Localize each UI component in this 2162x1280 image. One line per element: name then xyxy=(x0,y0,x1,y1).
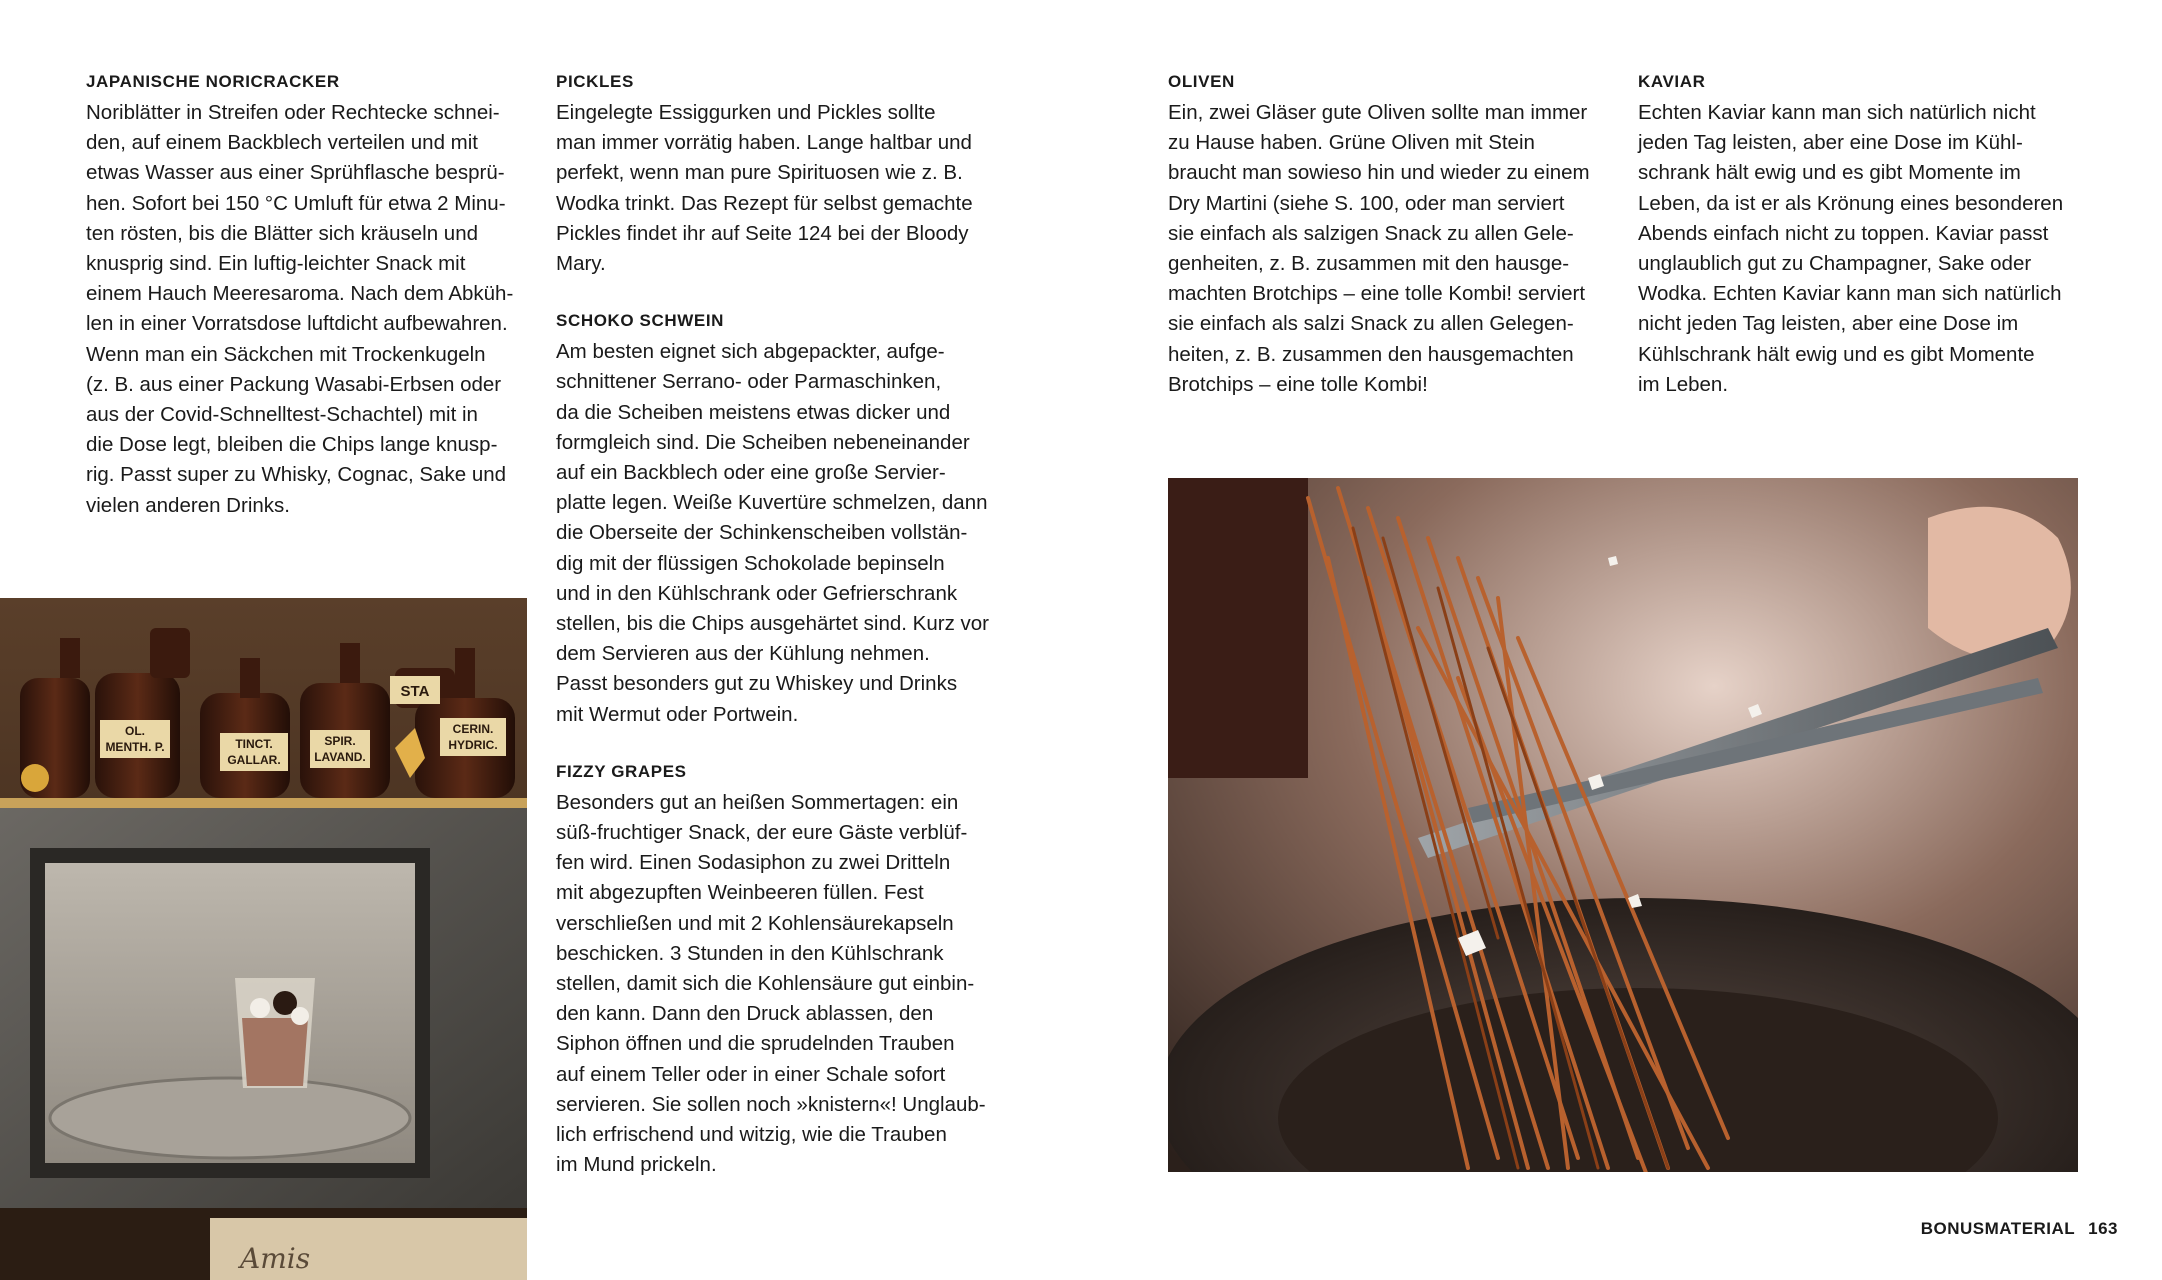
section-heading: OLIVEN xyxy=(1168,72,1235,91)
column-3 xyxy=(1168,70,1608,400)
bottle-label-2-line1: TINCT. xyxy=(235,737,273,751)
section-body: Noriblätter in Streifen oder Rechtecke schnei- den, auf einem Backblech verteilen und mit etwas Wasser aus einer Sprühflasche besprü- hen. Sofort bei 150 °C Umluft für etwa 2 Minu- ten rösten, bis die Blätter sich kräuseln und knusprig sind. Ein luftig-leichter Snack mit einem Hauch Meeresaroma. Nach dem Abküh- len in einer Vorratsdose luftdicht aufbewahren. Wenn man ein Säckchen mit Trockenkugeln (z. B. aus einer Packung Wasabi-Erbsen oder aus der Covid-Schnelltest-Schachtel) mit in die Dose legt, bleiben die Chips lange knusp- rig. Passt super zu Whisky, Cognac, Sake und vielen anderen Drinks. xyxy=(86,101,514,517)
bottle-label-1-line2: MENTH. P. xyxy=(105,740,165,754)
bottle-label-2-line2: GALLAR. xyxy=(227,753,281,767)
box-handwriting: Amis xyxy=(240,1242,311,1275)
bottle-label-4-line2: HYDRIC. xyxy=(448,738,498,752)
section-fizzy-grapes xyxy=(556,760,996,1181)
section-body: Besonders gut an heißen Sommertagen: ein süß-fruchtiger Snack, der eure Gäste verblüf- fen wird. Einen Sodasiphon zu zwei Dritteln mit abgezupften Weinbeeren füllen. Fest verschließen und mit 2 Kohlensäurekapseln beschicken. 3 Stunden in den Kühlschrank stellen, damit sich die Kohlensäure gut einbin- den kann. Dann den Druck ablassen, den Siphon öffnen und die sprudelnden Trauben auf einem Teller oder in einer Schale sofort servieren. Sie sollen noch »knistern«! Unglaub- lich erfrischend und witzig, wie die Trauben im Mund prickeln. xyxy=(556,790,986,1177)
bottle-label-top: STA xyxy=(400,683,430,700)
photo-apothecary-illustration xyxy=(0,598,527,1280)
photo-apothecary-microwave xyxy=(0,598,527,1280)
section-japanische-noricracker xyxy=(86,70,526,521)
section-body: Echten Kaviar kann man sich natürlich nicht jeden Tag leisten, aber eine Dose im Kühl- schrank hält ewig und es gibt Momente im Leben, da ist er als Krönung eines besonderen Abends einfach nicht zu toppen. Kaviar passt unglaublich gut zu Champagner, Sake oder Wodka. Echten Kaviar kann man sich natürlich nicht jeden Tag leisten, aber eine Dose im Kühlschrank hält ewig und es gibt Momente im Leben. xyxy=(1638,101,2064,396)
section-kaviar xyxy=(1638,70,2078,400)
section-heading: KAVIAR xyxy=(1638,72,1706,91)
section-body: Am besten eignet sich abgepackter, aufge- schnittener Serrano- oder Parmaschinken, da die Scheiben meistens etwas dicker und formgleich sind. Die Scheiben nebeneinander auf ein Backblech oder eine große Servier- platte legen. Weiße Kuvertüre schmelzen, dann die Oberseite der Schinkenscheiben vollstän- dig mit der flüssigen Schokolade bepinseln und in den Kühlschrank oder Gefrierschrank stellen, bis die Chips ausgehärtet sind. Kurz vor dem Servieren aus der Kühlung nehmen. Passt besonders gut zu Whiskey und Drinks mit Wermut oder Portwein. xyxy=(556,340,990,726)
section-heading: JAPANISCHE NORICRACKER xyxy=(86,72,340,91)
column-4 xyxy=(1638,70,2078,400)
page-footer xyxy=(1913,1219,2118,1239)
section-oliven xyxy=(1168,70,1608,400)
column-1 xyxy=(86,70,526,521)
bottle-label-3-line2: LAVAND. xyxy=(314,750,366,764)
bottle-label-3-line1: SPIR. xyxy=(324,734,356,748)
column-2 xyxy=(556,70,996,1181)
page-number: 163 xyxy=(2088,1219,2118,1238)
section-heading: FIZZY GRAPES xyxy=(556,761,687,781)
section-pickles xyxy=(556,70,996,279)
section-body: Eingelegte Essiggurken und Pickles sollte man immer vorrätig haben. Lange haltbar und perfekt, wenn man pure Spirituosen wie z. B. Wodka trinkt. Das Rezept für selbst gemachte Pickles findet ihr auf Seite 124 bei der Bloody Mary. xyxy=(556,101,973,276)
section-body: Ein, zwei Gläser gute Oliven sollte man immer zu Hause haben. Grüne Oliven mit Stein braucht man sowieso hin und wieder zu einem Dry Martini (siehe S. 100, oder man serviert sie einfach als salzigen Snack zu allen Gele- genheiten, z. B. zusammen mit den hausge- machten Brotchips – eine tolle Kombi! serviert sie einfach als salzi Snack zu allen Gelegen- heiten, z. B. zusammen den hausgemachten Brotchips – eine tolle Kombi! xyxy=(1168,101,1590,396)
photo-pasta-tongs xyxy=(1168,478,2078,1172)
bottle-label-1-line1: OL. xyxy=(125,724,145,738)
bottle-label-4-line1: CERIN. xyxy=(452,722,494,736)
photo-pasta-illustration xyxy=(1168,478,2078,1172)
section-heading: SCHOKO SCHWEIN xyxy=(556,311,725,331)
section-schoko-schwein xyxy=(556,309,996,730)
section-heading: PICKLES xyxy=(556,72,634,91)
footer-section-label: BONUSMATERIAL xyxy=(1920,1219,2075,1238)
